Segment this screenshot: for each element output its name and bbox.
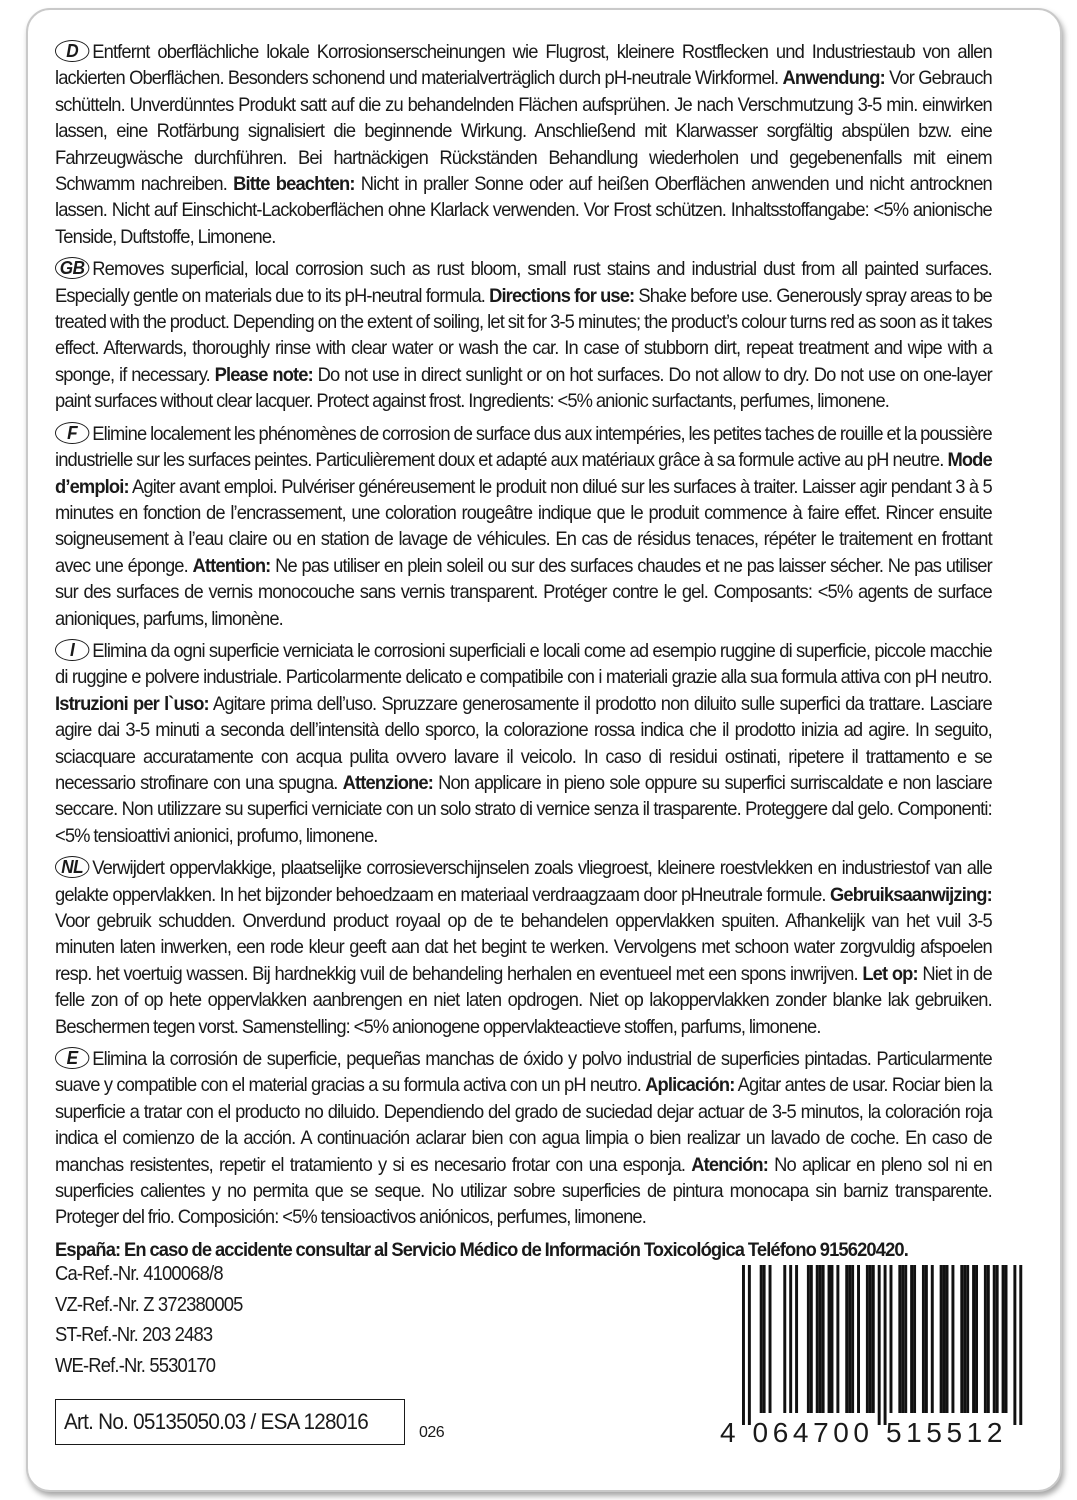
- paragraph-text: Ne pas utiliser en plein soleil ou sur des surfaces chaudes et ne pas laisser sécher. Ne pas utiliser sur des surfaces de vernis monocouche sans vernis transparent. Protéger contre le gel. Composants: <5% agents de surface anioniques, parfums, limonène.: [55, 555, 992, 630]
- reference-line: ST-Ref.-Nr. 203 2483: [55, 1324, 213, 1346]
- language-paragraph: [55, 856, 992, 1041]
- barcode-bar: [748, 1265, 751, 1425]
- barcode-bar: [857, 1265, 860, 1413]
- barcode-bar: [966, 1265, 969, 1413]
- instructions-text: [55, 40, 992, 1264]
- language-paragraph: [55, 257, 992, 415]
- barcode-bar: [901, 1265, 904, 1413]
- reference-line: Ca-Ref.-Nr. 4100068/8: [55, 1263, 223, 1285]
- barcode-bar: [910, 1265, 913, 1413]
- language-paragraph: [55, 40, 992, 251]
- reference-line: VZ-Ref.-Nr. Z 372380005: [55, 1293, 243, 1316]
- article-number-box: [55, 1399, 405, 1445]
- language-badge: E: [55, 1047, 89, 1069]
- language-badge: NL: [55, 856, 89, 878]
- barcode-bar: [851, 1265, 854, 1413]
- language-badge: D: [55, 40, 89, 62]
- section-heading: Mode d’emploi:: [55, 450, 992, 498]
- barcode-bar: [904, 1265, 907, 1413]
- section-heading: Aplicación:: [645, 1075, 735, 1097]
- section-heading: Attenzione:: [342, 772, 433, 794]
- barcode-bar: [760, 1265, 763, 1413]
- batch-code: 026: [419, 1424, 445, 1441]
- language-badge: F: [55, 422, 89, 444]
- emergency-notice: España: En caso de accidente consultar al Servicio Médico de Información Toxicológica Teléfono 915620420.: [55, 1239, 908, 1261]
- paragraph-text: Elimina da ogni superficie verniciata le corrosioni superficiali e locali come ad esempio ruggine di superficie, piccole macchie di ruggine e polvere industriale. Particolarmente delicato e compatibile con i materiali grazie alla sua formula attiva con pH neutro.: [55, 640, 992, 689]
- barcode-bar: [925, 1265, 928, 1413]
- barcode-bar: [984, 1265, 987, 1413]
- language-badge: GB: [55, 257, 89, 279]
- barcode-bar: [848, 1265, 851, 1413]
- barcode-bar: [890, 1265, 893, 1413]
- language-paragraph: [55, 1047, 992, 1232]
- language-paragraphs: [55, 40, 992, 1232]
- barcode-bar: [831, 1265, 834, 1413]
- barcode-bar: [742, 1265, 745, 1425]
- language-badge: I: [55, 639, 89, 661]
- paragraph-text: Agitare prima dell’uso. Spruzzare generosamente il prodotto non diluito sulle superfici da trattare. Lasciare agire dai 3-5 minuti a seconda dell’intensità dello sporco, la colorazione rossa indica che il prodotto inizia ad agire. In seguito, sciacquare accuratamente con acqua pulita ovvero lavare il veicolo. In caso di residui ostinati, ripetere il trattamento e se necessario strofinare con una spugna.: [55, 693, 992, 794]
- paragraph-text: Elimina la corrosión de superficie, pequeñas manchas de óxido y polvo industrial de superficies pintadas. Particularmente suave y compatible con el material gracias a su formula activa con un pH neutro.: [55, 1049, 992, 1097]
- barcode-bar: [960, 1265, 963, 1413]
- barcode-digits: 4 064700 515512: [720, 1417, 1007, 1448]
- barcode-bar: [951, 1265, 954, 1413]
- paragraph-text: Nicht in praller Sonne oder auf heißen Oberflächen anwenden und nicht antrocknen lassen. Nicht auf Einschicht-Lackoberflächen ohne Klarlack verwenden. Vor Frost schützen. Inhaltsstoffangabe: <5% anionische Tenside, Duftstoffe, Limonene.: [55, 174, 992, 248]
- language-paragraph: [55, 639, 992, 850]
- barcode-bar: [898, 1265, 901, 1413]
- barcode-bar: [946, 1265, 949, 1413]
- paragraph-text: Elimine localement les phénomènes de corrosion de surface dus aux intempéries, les petites taches de rouille et la poussière industrielle sur les surfaces peintes. Particulièrement doux et adapté aux matériaux grâce à sa formule active au pH neutre.: [55, 423, 992, 472]
- barcode-bar: [963, 1265, 966, 1413]
- barcode-bar: [1002, 1265, 1005, 1413]
- section-heading: Bitte beachten:: [233, 174, 355, 196]
- barcode-bar: [828, 1265, 831, 1413]
- barcode-bar: [913, 1265, 916, 1413]
- barcode-bars: [720, 1265, 1036, 1425]
- barcode-bar: [1013, 1265, 1016, 1425]
- section-heading: Atención:: [691, 1154, 769, 1176]
- ean-barcode: [720, 1265, 1036, 1460]
- barcode-bar: [807, 1265, 810, 1413]
- reference-line: WE-Ref.-Nr. 5530170: [55, 1354, 216, 1377]
- barcode-bar: [845, 1265, 848, 1413]
- barcode-bar: [819, 1265, 822, 1413]
- section-heading: Gebruiksaanwijzing:: [829, 884, 992, 906]
- reference-numbers: [55, 1259, 243, 1381]
- section-heading: Please note:: [214, 364, 313, 386]
- paragraph-text: Agiter avant emploi. Pulvériser généreusement le produit non dilué sur les surfaces à traiter. Laisser agir pendant 3 à 5 minutes en fonction de l’encrassement, une coloration rougeâtre indique que le produit commence à faire effet. Rincer ensuite soigneusement à l’eau claire ou en station de lavage de véhicules. En cas de résidus tenaces, répéter le traitement en frottant avec une éponge.: [55, 476, 992, 577]
- barcode-bar: [872, 1265, 875, 1413]
- paragraph-text: Verwijdert oppervlakkige, plaatselijke corrosieverschijnselen zoals vliegroest, kleinere roestvlekken en industriestof van alle gelakte oppervlakken. In het bijzonder behoedzaam en materiaal verdraagzaam door pHneutrale formule.: [55, 858, 992, 906]
- barcode-bar: [996, 1265, 999, 1413]
- barcode-bar: [1019, 1265, 1022, 1425]
- barcode-bar: [940, 1265, 943, 1413]
- barcode-bar: [922, 1265, 925, 1413]
- barcode-bar: [987, 1265, 990, 1413]
- section-heading: Directions for use:: [489, 285, 635, 307]
- section-heading: Let op:: [862, 963, 918, 985]
- paragraph-text: Voor gebruik schudden. Onverdund product royaal op de te behandelen oppervlakken spuiten. Afhankelijk van het vuil 3-5 minuten laten inwerken, een rode kleur geeft aan dat het begint te werken. Vervolgens met schoon water zorgvuldig afspoelen resp. het voertuig wassen. Bij hardnekkig vuil de behandeling herhalen en eventueel met een spons inwrijven.: [55, 911, 992, 985]
- barcode-bar: [836, 1265, 839, 1413]
- barcode-bar: [975, 1265, 978, 1413]
- paragraph-text: Vor Gebrauch schütteln. Unverdünntes Produkt satt auf die zu behandelnden Flächen aufsprühen. Je nach Verschmutzung 3-5 min. einwirken lassen, eine Rotfärbung signalisiert die beginnende Wirkung. Anschließend mit Klarwasser sorgfältig abspülen bzw. eine Fahrzeugwäsche durchführen. Bei hartnäckigen Rückständen Behandlung wiederholen und gegebenenfalls mit einem Schwamm nachreiben.: [55, 68, 992, 196]
- barcode-bar: [878, 1265, 881, 1425]
- section-heading: Istruzioni per l`uso:: [55, 693, 209, 715]
- paragraph-text: Do not use in direct sunlight or on hot surfaces. Do not allow to dry. Do not use on one-layer paint surfaces without clear lacquer. Protect against frost. Ingredients: <5% anionic surfactants, perfumes, limonene.: [55, 364, 992, 413]
- paragraph-text: Non applicare in pieno sole oppure su superfici surriscaldate e non lasciare seccare. Non utilizzare su superfici verniciate con un solo strato di vernice senza il trasparente. Proteggere dal gelo. Componenti: <5% tensioattivi anionici, profumo, limonene.: [55, 772, 992, 847]
- article-number: Art. No. 05135050.03 / ESA 128016: [64, 1409, 369, 1434]
- barcode-bar: [1005, 1265, 1008, 1413]
- paragraph-text: Removes superficial, local corrosion such as rust bloom, small rust stains and industrial dust from all painted surfaces. Especially gentle on materials due to its pH-neutral formula.: [55, 259, 992, 307]
- paragraph-text: Niet in de felle zon of op hete oppervlakken aanbrengen en niet laten opdrogen. Niet op lakoppervlakken zonder blanke lak gebruiken. Beschermen tegen vorst. Samenstelling: <5% anionogene oppervlakteactieve stoffen, parfums, limonene.: [55, 963, 992, 1038]
- barcode-bar: [866, 1265, 869, 1413]
- section-heading: Attention:: [192, 555, 271, 577]
- paragraph-text: Agitar antes de usar. Rociar bien la superficie a tratar con el producto no diluido. Dependiendo del grado de suciedad dejar actuar de 3-5 minutos, la coloración roja indica el comienzo de la acción. A continuación aclarar bien con agua limpia o bien realizar un lavado de coche. En caso de manchas resistentes, repetir el tratamiento y si es necesario frotar con una esponja.: [55, 1075, 992, 1176]
- barcode-bar: [783, 1265, 786, 1413]
- barcode-bar: [763, 1265, 766, 1413]
- barcode-bar: [795, 1265, 798, 1413]
- section-heading: Anwendung:: [782, 68, 885, 90]
- barcode-bar: [789, 1265, 792, 1413]
- barcode-bar: [769, 1265, 772, 1413]
- paragraph-text: Shake before use. Generously spray areas to be treated with the product. Depending on the extent of soiling, let sit for 3-5 minutes; the product’s colour turns red as soon as it takes effect. Afterwards, thoroughly rinse with clear water or wash the car. In case of stubborn dirt, repeat treatment and wipe with a sponge, if necessary.: [55, 285, 992, 386]
- paragraph-text: No aplicar en pleno sol ni en superficies calientes y no permita que se seque. No utilizar sobre superficies de pintura monocapa sin barniz transparente. Proteger del frio. Composición: <5% tensioactivos aniónicos, perfumes, limonene.: [55, 1154, 992, 1229]
- language-paragraph: [55, 422, 992, 633]
- barcode-bar: [972, 1265, 975, 1413]
- barcode-bar: [816, 1265, 819, 1413]
- paragraph-text: Entfernt oberflächliche lokale Korrosionserscheinungen wie Flugrost, kleinere Rostflecken und Industriestaub von allen lackierten Oberflächen. Besonders schonend und materialverträglich durch pH-neutrale Wirkformel.: [55, 42, 992, 90]
- barcode-bar: [931, 1265, 934, 1413]
- barcode-bar: [822, 1265, 825, 1413]
- barcode-bar: [810, 1265, 813, 1413]
- barcode-bar: [869, 1265, 872, 1413]
- barcode-bar: [943, 1265, 946, 1413]
- barcode-bar: [993, 1265, 996, 1413]
- barcode-bar: [884, 1265, 887, 1425]
